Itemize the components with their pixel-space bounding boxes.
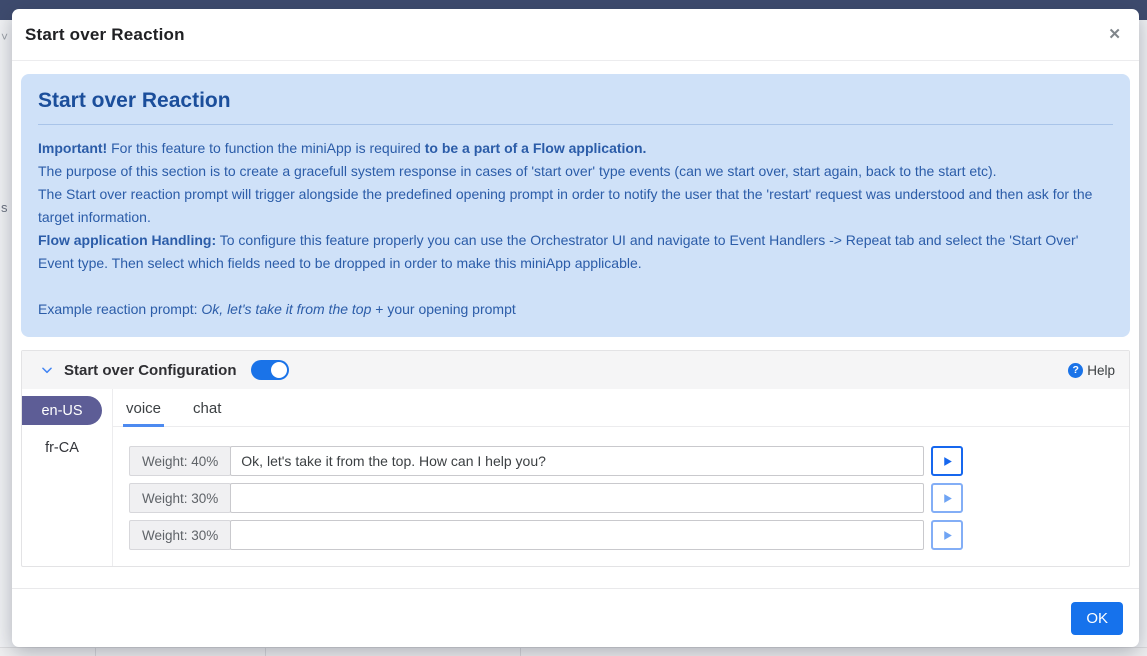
chevron-down-icon[interactable] — [40, 363, 54, 377]
prompt-row — [129, 446, 1129, 476]
info-panel — [21, 74, 1130, 337]
info-panel-heading: Start over Reaction — [38, 89, 231, 112]
tab-voice[interactable]: voice — [123, 389, 164, 427]
prompt-input-3[interactable] — [230, 520, 924, 550]
close-icon[interactable]: ✕ — [1108, 26, 1121, 43]
prompt-row — [129, 520, 1129, 550]
dialog-header — [12, 9, 1139, 61]
configuration-content — [22, 389, 1129, 566]
language-tab-en-us[interactable]: en-US — [22, 396, 102, 425]
dialog-footer — [12, 588, 1139, 647]
weight-label: Weight: 30% — [129, 483, 231, 513]
background-table-strip — [0, 647, 1147, 656]
ok-button[interactable]: OK — [1071, 602, 1123, 635]
play-button-1[interactable] — [931, 446, 963, 476]
background-table-divider — [520, 648, 521, 656]
prompt-input-1[interactable] — [230, 446, 924, 476]
background-table-divider — [95, 648, 96, 656]
start-over-configuration-section — [21, 350, 1130, 567]
play-icon — [941, 529, 954, 542]
background-table-divider — [265, 648, 266, 656]
tab-chat[interactable]: chat — [193, 400, 222, 417]
help-link[interactable] — [1068, 363, 1115, 378]
play-button-3[interactable] — [931, 520, 963, 550]
start-over-reaction-dialog — [12, 9, 1139, 647]
language-tab-fr-ca[interactable]: fr-CA — [45, 440, 79, 456]
configuration-header-row — [22, 351, 1129, 389]
weight-label: Weight: 40% — [129, 446, 231, 476]
background-chevron-fragment: ˅ — [1, 30, 9, 44]
dialog-body — [12, 61, 1139, 588]
help-icon: ? — [1068, 363, 1083, 378]
prompt-rows — [113, 427, 1129, 550]
play-icon — [941, 455, 954, 468]
channel-tab-area — [113, 389, 1129, 566]
configuration-title: Start over Configuration — [64, 361, 237, 379]
background-text-fragment: s — [1, 200, 8, 215]
play-icon — [941, 492, 954, 505]
toggle-knob — [271, 362, 287, 378]
prompt-input-2[interactable] — [230, 483, 924, 513]
language-sidebar — [22, 389, 113, 566]
help-label: Help — [1087, 362, 1115, 378]
info-panel-text: Important! For this feature to function the miniApp is required to be a part of a Flow application. The purpose of this section is to create a gracefull system response in cases of 'start over' type events (can we start over, start again, back to the start etc). The Start over reaction prompt will trigger alongside the predefined opening prompt in order to notify the user that the 'restart' request was understood and then ask for the target information. Flow application Handling: To configure this feature properly you can use the Orchestrator UI and navigate to Event Handlers -> Repeat tab and select the 'Start Over' Event type. Then select which fields need to be dropped in order to make this miniApp applicable. Example reaction prompt: Ok, let's take it from the top + your opening prompt — [38, 140, 1093, 317]
dialog-title: Start over Reaction — [25, 24, 185, 44]
channel-tab-bar — [113, 389, 1129, 427]
weight-label: Weight: 30% — [129, 520, 231, 550]
play-button-2[interactable] — [931, 483, 963, 513]
prompt-row — [129, 483, 1129, 513]
start-over-toggle[interactable] — [251, 360, 289, 380]
info-panel-divider — [38, 124, 1113, 125]
